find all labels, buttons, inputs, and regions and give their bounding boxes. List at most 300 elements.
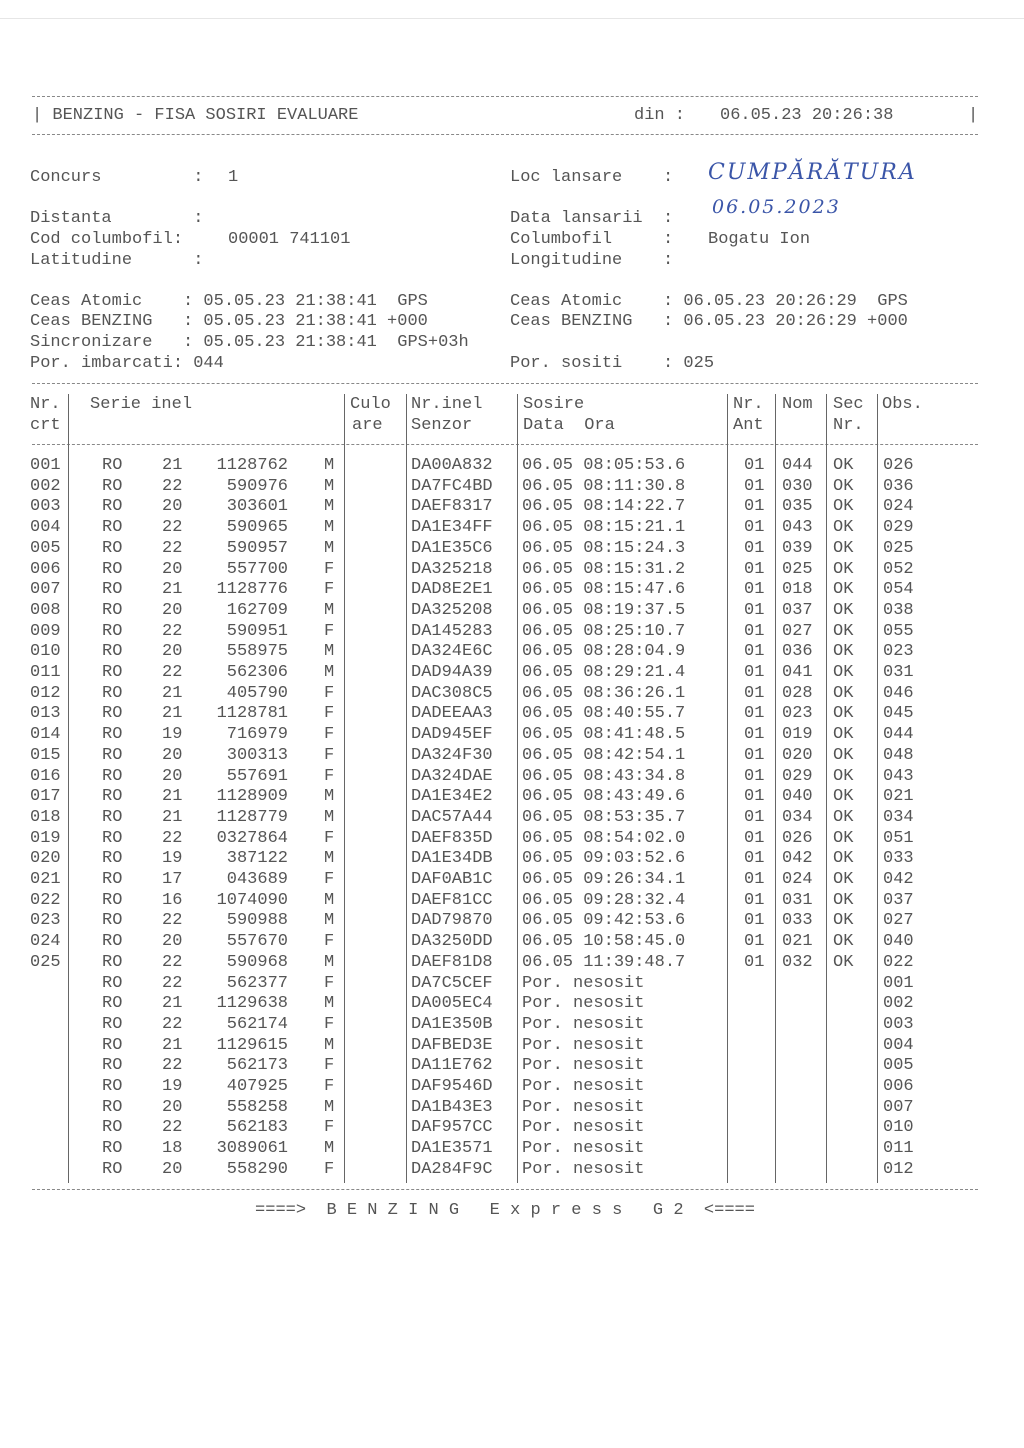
cell-ro: RO — [102, 1159, 123, 1179]
loc-lansare-label: Loc lansare : — [510, 168, 674, 187]
cell-yr: 21 — [162, 787, 183, 807]
cell-ro: RO — [102, 1035, 123, 1055]
cell-ant: 01 — [744, 725, 765, 745]
cell-sosire: Por. nesosit — [522, 994, 645, 1014]
cell-obs: 036 — [883, 476, 914, 496]
cell-sec: OK — [833, 849, 854, 869]
cell-ring: 300313 — [226, 745, 288, 765]
cell-ant: 01 — [744, 580, 765, 600]
cell-sensor: DADEEAA3 — [411, 704, 493, 724]
cell-sosire: 06.05 09:42:53.6 — [522, 911, 686, 931]
cell-nr: 010 — [30, 642, 61, 662]
cell-ant: 01 — [744, 683, 765, 703]
cell-obs: 027 — [883, 911, 914, 931]
cell-nr: 001 — [30, 456, 61, 475]
col-sec-1: Sec — [833, 395, 864, 414]
cell-obs: 003 — [883, 1014, 914, 1034]
cell-sec: OK — [833, 642, 854, 662]
cell-sex: F — [324, 973, 335, 993]
cell-sosire: 06.05 08:43:49.6 — [522, 787, 686, 807]
cell-ring: 407925 — [226, 1077, 288, 1096]
cell-sensor: DAF0AB1C — [411, 870, 493, 889]
cell-yr: 22 — [162, 1118, 183, 1138]
cell-sec: OK — [833, 890, 854, 910]
cell-ro: RO — [102, 911, 123, 931]
cell-sex: F — [324, 870, 335, 889]
cell-sex: F — [324, 1056, 335, 1076]
cell-sex: F — [324, 1077, 335, 1096]
table-bottom-divider — [32, 1189, 978, 1190]
header-bottom-divider — [32, 134, 978, 135]
cell-sosire: Por. nesosit — [522, 1097, 645, 1117]
cell-sex: F — [324, 828, 335, 848]
cell-nom: 019 — [782, 725, 813, 745]
cell-obs: 052 — [883, 559, 914, 579]
cell-yr: 21 — [162, 456, 183, 475]
longitudine-label: Longitudine : — [510, 251, 674, 270]
cell-yr: 22 — [162, 663, 183, 682]
cell-ant: 01 — [744, 600, 765, 620]
cell-sec: OK — [833, 911, 854, 931]
cell-obs: 001 — [883, 973, 914, 993]
cell-ring: 562174 — [226, 1014, 288, 1034]
column-separator — [68, 394, 69, 1183]
cell-nom: 043 — [782, 518, 813, 538]
cell-ant: 01 — [744, 932, 765, 952]
cell-ro: RO — [102, 580, 123, 600]
cell-sosire: Por. nesosit — [522, 1139, 645, 1159]
cell-ant: 01 — [744, 807, 765, 827]
cell-obs: 054 — [883, 580, 914, 600]
cell-ro: RO — [102, 663, 123, 682]
cell-nom: 021 — [782, 932, 813, 952]
cell-ring: 557670 — [226, 932, 288, 952]
cell-ring: 405790 — [226, 683, 288, 703]
cell-nr: 020 — [30, 849, 61, 869]
table-top-divider — [32, 383, 978, 384]
cell-nr: 009 — [30, 621, 61, 641]
cell-nom: 030 — [782, 476, 813, 496]
cell-ring: 562173 — [226, 1056, 288, 1076]
cell-sosire: 06.05 08:15:47.6 — [522, 580, 686, 600]
cell-obs: 044 — [883, 725, 914, 745]
cell-sosire: 06.05 08:36:26.1 — [522, 683, 686, 703]
cell-sex: M — [324, 849, 335, 869]
cell-yr: 22 — [162, 1014, 183, 1034]
cell-obs: 031 — [883, 663, 914, 682]
cell-ant: 01 — [744, 828, 765, 848]
cell-sex: M — [324, 456, 335, 475]
cell-sensor: DA1E34DB — [411, 849, 493, 869]
cell-ant: 01 — [744, 849, 765, 869]
cell-nr: 019 — [30, 828, 61, 848]
cell-sosire: 06.05 09:26:34.1 — [522, 870, 686, 889]
cell-nom: 031 — [782, 890, 813, 910]
cell-sec: OK — [833, 559, 854, 579]
cell-yr: 21 — [162, 580, 183, 600]
cell-sec: OK — [833, 456, 854, 475]
cell-yr: 22 — [162, 538, 183, 558]
ceas-benzing-start: Ceas BENZING : 05.05.23 21:38:41 +000 — [30, 312, 428, 331]
cell-ring: 590957 — [226, 538, 288, 558]
cell-sensor: DAD79870 — [411, 911, 493, 931]
cell-sosire: 06.05 08:11:30.8 — [522, 476, 686, 496]
cell-sex: F — [324, 683, 335, 703]
cell-sosire: Por. nesosit — [522, 973, 645, 993]
cell-ro: RO — [102, 952, 123, 972]
col-culoare-2: are — [352, 416, 383, 435]
cell-sensor: DA324DAE — [411, 766, 493, 786]
cell-obs: 022 — [883, 952, 914, 972]
cell-obs: 006 — [883, 1077, 914, 1096]
cell-sec: OK — [833, 807, 854, 827]
cell-obs: 010 — [883, 1118, 914, 1138]
cell-obs: 002 — [883, 994, 914, 1014]
cell-nr: 014 — [30, 725, 61, 745]
header-right-bar: | — [968, 106, 979, 125]
cell-sex: F — [324, 766, 335, 786]
cell-ro: RO — [102, 476, 123, 496]
cell-yr: 19 — [162, 849, 183, 869]
cell-ant: 01 — [744, 704, 765, 724]
cell-sec: OK — [833, 476, 854, 496]
cell-ro: RO — [102, 642, 123, 662]
cell-ant: 01 — [744, 787, 765, 807]
cell-sosire: 06.05 10:58:45.0 — [522, 932, 686, 952]
cell-ant: 01 — [744, 766, 765, 786]
col-nr-ant-1: Nr. — [733, 395, 764, 414]
cell-ro: RO — [102, 600, 123, 620]
sincronizare: Sincronizare : 05.05.23 21:38:41 GPS+03h — [30, 333, 469, 352]
cell-ro: RO — [102, 745, 123, 765]
top-edge-line — [0, 18, 1024, 19]
cell-nr: 022 — [30, 890, 61, 910]
cell-sec: OK — [833, 704, 854, 724]
cell-obs: 051 — [883, 828, 914, 848]
cell-sensor: DAF9546D — [411, 1077, 493, 1096]
cell-sex: M — [324, 1139, 335, 1159]
concurs-value: 1 — [228, 168, 239, 187]
cell-sensor: DAC308C5 — [411, 683, 493, 703]
cell-yr: 20 — [162, 745, 183, 765]
cell-sex: F — [324, 580, 335, 600]
col-serie-inel: Serie inel — [90, 395, 193, 414]
cell-ro: RO — [102, 932, 123, 952]
cell-sosire: 06.05 08:40:55.7 — [522, 704, 686, 724]
cell-sensor: DA1E34E2 — [411, 787, 493, 807]
cell-ro: RO — [102, 766, 123, 786]
cell-ring: 1129638 — [216, 994, 288, 1014]
cell-nr: 008 — [30, 600, 61, 620]
cell-ro: RO — [102, 518, 123, 538]
cell-sosire: 06.05 08:28:04.9 — [522, 642, 686, 662]
col-sosire-2: Data Ora — [523, 416, 615, 435]
cell-ro: RO — [102, 725, 123, 745]
cell-sensor: DA1E34FF — [411, 518, 493, 538]
cell-obs: 040 — [883, 932, 914, 952]
cell-sex: M — [324, 538, 335, 558]
cell-nom: 029 — [782, 766, 813, 786]
cell-obs: 055 — [883, 621, 914, 641]
cell-yr: 21 — [162, 683, 183, 703]
cell-obs: 048 — [883, 745, 914, 765]
cell-ro: RO — [102, 828, 123, 848]
cell-ant: 01 — [744, 456, 765, 475]
cell-yr: 17 — [162, 870, 183, 889]
cell-nom: 039 — [782, 538, 813, 558]
cell-obs: 005 — [883, 1056, 914, 1076]
cell-sosire: 06.05 09:03:52.6 — [522, 849, 686, 869]
column-separator — [775, 394, 776, 1183]
report-title: | BENZING - FISA SOSIRI EVALUARE — [32, 106, 359, 125]
cell-yr: 22 — [162, 518, 183, 538]
cell-sex: M — [324, 1097, 335, 1117]
cell-nr: 002 — [30, 476, 61, 496]
cell-sex: M — [324, 807, 335, 827]
cell-obs: 026 — [883, 456, 914, 475]
cell-ro: RO — [102, 559, 123, 579]
cell-ro: RO — [102, 1014, 123, 1034]
cell-ring: 557691 — [226, 766, 288, 786]
cell-ring: 558290 — [226, 1159, 288, 1179]
cell-ring: 0327864 — [216, 828, 288, 848]
cell-nom: 024 — [782, 870, 813, 889]
col-culoare-1: Culo — [350, 395, 391, 414]
cell-ring: 558975 — [226, 642, 288, 662]
cell-sec: OK — [833, 952, 854, 972]
cell-ro: RO — [102, 538, 123, 558]
col-nr-crt-2: crt — [30, 416, 61, 435]
col-nr-inel-1: Nr.inel — [411, 395, 483, 414]
cell-sex: F — [324, 745, 335, 765]
cell-sensor: DAF957CC — [411, 1118, 493, 1138]
cell-yr: 22 — [162, 828, 183, 848]
cell-obs: 046 — [883, 683, 914, 703]
cell-nom: 041 — [782, 663, 813, 682]
cell-sensor: DAD8E2E1 — [411, 580, 493, 600]
cell-nom: 032 — [782, 952, 813, 972]
cell-sensor: DAD94A39 — [411, 663, 493, 682]
cell-obs: 034 — [883, 807, 914, 827]
cell-ro: RO — [102, 704, 123, 724]
cell-ro: RO — [102, 973, 123, 993]
cell-obs: 043 — [883, 766, 914, 786]
cell-sex: M — [324, 911, 335, 931]
cell-sex: F — [324, 725, 335, 745]
cell-yr: 20 — [162, 1159, 183, 1179]
cell-obs: 042 — [883, 870, 914, 889]
cell-nom: 018 — [782, 580, 813, 600]
cell-yr: 22 — [162, 1056, 183, 1076]
cell-sex: F — [324, 621, 335, 641]
cell-ring: 590968 — [226, 952, 288, 972]
cell-sensor: DAC57A44 — [411, 807, 493, 827]
cell-sosire: 06.05 08:29:21.4 — [522, 663, 686, 682]
cell-sensor: DAEF835D — [411, 828, 493, 848]
cell-sensor: DA11E762 — [411, 1056, 493, 1076]
cell-nr: 006 — [30, 559, 61, 579]
cell-sosire: Por. nesosit — [522, 1014, 645, 1034]
cell-yr: 16 — [162, 890, 183, 910]
cell-ring: 387122 — [226, 849, 288, 869]
cell-sosire: Por. nesosit — [522, 1035, 645, 1055]
cell-sensor: DA325208 — [411, 600, 493, 620]
cell-nom: 044 — [782, 456, 813, 475]
din-label: din : — [634, 106, 686, 125]
cell-ant: 01 — [744, 663, 765, 682]
cell-ring: 1128781 — [216, 704, 288, 724]
cell-yr: 22 — [162, 911, 183, 931]
cell-nr: 015 — [30, 745, 61, 765]
cell-sec: OK — [833, 745, 854, 765]
cell-obs: 029 — [883, 518, 914, 538]
cell-sensor: DAFBED3E — [411, 1035, 493, 1055]
cell-sosire: 06.05 08:15:31.2 — [522, 559, 686, 579]
cell-nr: 012 — [30, 683, 61, 703]
cell-sex: M — [324, 952, 335, 972]
cod-columbofil-label: Cod columbofil: — [30, 230, 184, 249]
cell-sensor: DAEF81D8 — [411, 952, 493, 972]
cell-ant: 01 — [744, 497, 765, 517]
cell-sensor: DA1E35C6 — [411, 538, 493, 558]
cell-ring: 558258 — [226, 1097, 288, 1117]
cell-yr: 19 — [162, 725, 183, 745]
cell-ro: RO — [102, 497, 123, 517]
col-nom: Nom — [782, 395, 813, 414]
cell-sensor: DA324E6C — [411, 642, 493, 662]
cell-nom: 033 — [782, 911, 813, 931]
cell-sosire: 06.05 08:25:10.7 — [522, 621, 686, 641]
cell-obs: 037 — [883, 890, 914, 910]
cell-sec: OK — [833, 600, 854, 620]
cell-yr: 20 — [162, 600, 183, 620]
cell-sex: M — [324, 642, 335, 662]
cell-yr: 22 — [162, 621, 183, 641]
cell-sex: F — [324, 559, 335, 579]
cell-yr: 21 — [162, 994, 183, 1014]
latitudine-label: Latitudine : — [30, 251, 204, 270]
cell-nom: 040 — [782, 787, 813, 807]
column-separator — [517, 394, 518, 1183]
cell-ring: 1074090 — [216, 890, 288, 910]
cell-nom: 037 — [782, 600, 813, 620]
cell-sosire: 06.05 08:41:48.5 — [522, 725, 686, 745]
cell-ro: RO — [102, 994, 123, 1014]
cell-ring: 590965 — [226, 518, 288, 538]
cell-ant: 01 — [744, 911, 765, 931]
cell-ring: 1129615 — [216, 1035, 288, 1055]
cell-sec: OK — [833, 663, 854, 682]
cell-obs: 024 — [883, 497, 914, 517]
din-value: 06.05.23 20:26:38 — [720, 106, 894, 125]
ceas-benzing-end: Ceas BENZING : 06.05.23 20:26:29 +000 — [510, 312, 908, 331]
cell-nom: 025 — [782, 559, 813, 579]
cell-sensor: DA284F9C — [411, 1159, 493, 1179]
cell-ring: 562306 — [226, 663, 288, 682]
cell-ring: 716979 — [226, 725, 288, 745]
cell-sensor: DA324F30 — [411, 745, 493, 765]
cell-ant: 01 — [744, 952, 765, 972]
cell-sosire: 06.05 08:53:35.7 — [522, 807, 686, 827]
cell-obs: 007 — [883, 1097, 914, 1117]
cell-sensor: DA1E3571 — [411, 1139, 493, 1159]
cell-sex: M — [324, 787, 335, 807]
cell-ro: RO — [102, 1118, 123, 1138]
data-lansarii-handwritten: 06.05.2023 — [712, 196, 841, 218]
cell-ring: 590951 — [226, 621, 288, 641]
cell-ant: 01 — [744, 745, 765, 765]
cell-ring: 1128909 — [216, 787, 288, 807]
cell-yr: 21 — [162, 807, 183, 827]
cell-obs: 033 — [883, 849, 914, 869]
cell-ant: 01 — [744, 890, 765, 910]
cell-sosire: 06.05 08:15:24.3 — [522, 538, 686, 558]
cod-columbofil-value: 00001 741101 — [228, 230, 351, 249]
cell-nom: 036 — [782, 642, 813, 662]
cell-sosire: 06.05 08:15:21.1 — [522, 518, 686, 538]
cell-sensor: DA325218 — [411, 559, 493, 579]
cell-sensor: DA1E350B — [411, 1014, 493, 1034]
cell-ant: 01 — [744, 870, 765, 889]
cell-sec: OK — [833, 683, 854, 703]
cell-nr: 004 — [30, 518, 61, 538]
cell-sensor: DA3250DD — [411, 932, 493, 952]
cell-ring: 562183 — [226, 1118, 288, 1138]
cell-sec: OK — [833, 828, 854, 848]
cell-ant: 01 — [744, 559, 765, 579]
cell-nom: 042 — [782, 849, 813, 869]
cell-nr: 013 — [30, 704, 61, 724]
cell-sosire: 06.05 08:42:54.1 — [522, 745, 686, 765]
column-separator — [406, 394, 407, 1183]
porumbei-imbarcati: Por. imbarcati: 044 — [30, 354, 224, 373]
cell-yr: 22 — [162, 476, 183, 496]
cell-ant: 01 — [744, 642, 765, 662]
cell-nr: 005 — [30, 538, 61, 558]
cell-nr: 023 — [30, 911, 61, 931]
cell-sec: OK — [833, 932, 854, 952]
cell-sensor: DAEF8317 — [411, 497, 493, 517]
col-sec-2: Nr. — [833, 416, 864, 435]
cell-nr: 021 — [30, 870, 61, 889]
cell-sosire: Por. nesosit — [522, 1056, 645, 1076]
col-obs: Obs. — [882, 395, 923, 414]
porumbei-sositi: Por. sositi : 025 — [510, 354, 715, 373]
cell-yr: 20 — [162, 497, 183, 517]
cell-ring: 1128776 — [216, 580, 288, 600]
cell-sex: F — [324, 1159, 335, 1179]
cell-sex: F — [324, 704, 335, 724]
cell-sec: OK — [833, 580, 854, 600]
cell-sosire: 06.05 08:05:53.6 — [522, 456, 686, 475]
cell-sec: OK — [833, 497, 854, 517]
cell-sex: M — [324, 600, 335, 620]
cell-obs: 012 — [883, 1159, 914, 1179]
cell-obs: 023 — [883, 642, 914, 662]
cell-sosire: 06.05 09:28:32.4 — [522, 890, 686, 910]
cell-ring: 162709 — [226, 600, 288, 620]
cell-sec: OK — [833, 518, 854, 538]
columbofil-value: Bogatu Ion — [708, 230, 811, 249]
cell-sex: M — [324, 518, 335, 538]
cell-yr: 20 — [162, 1097, 183, 1117]
distanta-label: Distanta : — [30, 209, 204, 228]
column-separator — [877, 394, 878, 1183]
cell-nr: 003 — [30, 497, 61, 517]
cell-nr: 025 — [30, 952, 61, 972]
cell-sensor: DA145283 — [411, 621, 493, 641]
cell-nom: 034 — [782, 807, 813, 827]
